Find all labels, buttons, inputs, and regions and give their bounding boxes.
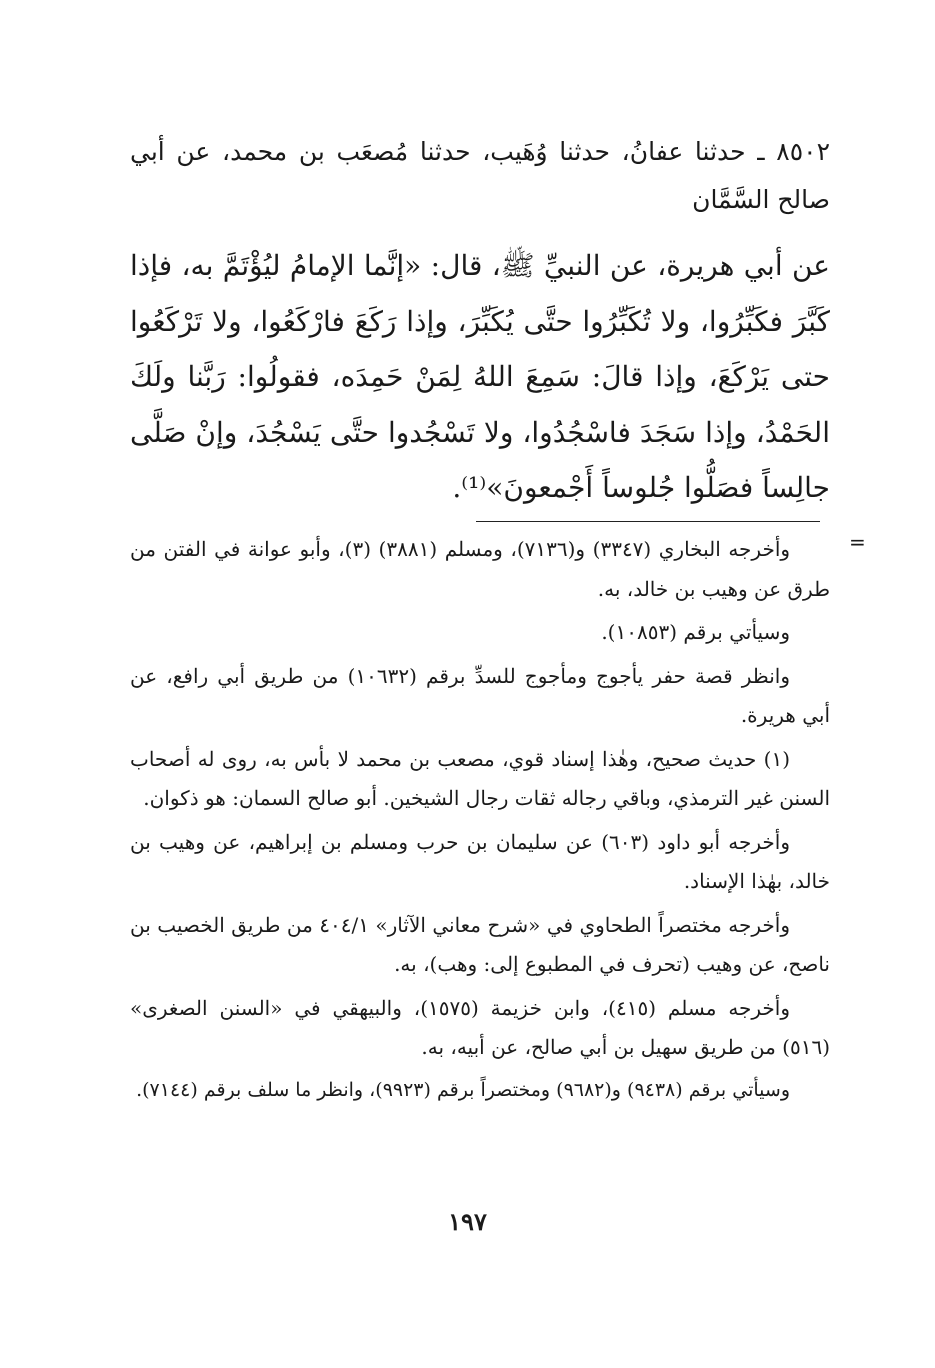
page-number: ١٩٧ [448, 1207, 487, 1236]
footnote-1: (١) حديث صحيح، وهٰذا إسناد قوي، مصعب بن محمد لا بأس به، روى له أصحاب السنن غير الترمذي، وباقي رجاله ثقات رجال الشيخين. أبو صالح السمان: هو ذكوان. [130, 746, 830, 810]
hadith-chain: ٨٥٠٢ ـ حدثنا عفانُ، حدثنا وُهَيب، حدثنا مُصعَب بن محمد، عن أبي صالح السَّمَّان [130, 137, 830, 214]
footnote-paragraph: وأخرجه مسلم (٤١٥)، وابن خزيمة (١٥٧٥)، والبيهقي في «السنن الصغرى» (٥١٦) من طريق سهيل بن أبي صالح، عن أبيه، به. [130, 995, 830, 1059]
footnote-paragraph: وأخرجه مختصراً الطحاوي في «شرح معاني الآثار» ٤٠٤/١ من طريق الخصيب بن ناصح، عن وهيب (تحرف في المطبوع إلى: وهب)، به. [130, 912, 830, 976]
footnote-paragraph: وانظر قصة حفر يأجوج ومأجوج للسدِّ برقم (١٠٦٣٢) من طريق أبي رافع، عن أبي هريرة. [130, 663, 830, 727]
footnote-paragraph: وأخرجه البخاري (٣٣٤٧) و(٧١٣٦)، ومسلم (٣٨٨١) (٣)، وأبو عوانة في الفتن من طرق عن وهيب بن خالد، به. [130, 537, 830, 601]
footnote-separator [476, 521, 820, 522]
footnote-paragraph: وسيأتي برقم (١٠٨٥٣). [601, 620, 790, 644]
footnote-paragraph: وأخرجه أبو داود (٦٠٣) عن سليمان بن حرب ومسلم بن إبراهيم، عن وهيب بن خالد، بهٰذا الإسناد. [130, 829, 830, 893]
hadith-text: عن أبي هريرة، عن النبيِّ ﷺ، قال: «إنَّما الإمامُ ليُؤْتَمَّ به، فإذا كَبَّرَ فكَبِّرُوا، ولا تُكَبِّرُوا حتَّى يُكَبِّرَ، وإذا رَكَعَ فارْكَعُوا، ولا تَرْكَعُوا حتى يَرْكَعَ، وإذا قالَ: سَمِعَ اللهُ لِمَنْ حَمِدَه، فقولُوا: رَبَّنا ولَكَ الحَمْدُ، وإذا سَجَدَ فاسْجُدُوا، ولا تَسْجُدوا حتَّى يَسْجُدَ، وإنْ صَلَّى جالِساً فصَلُّوا جُلوساً أَجْمعونَ»⁽¹⁾. [130, 249, 830, 504]
footnote-paragraph: وسيأتي برقم (٩٤٣٨) و(٩٦٨٢) ومختصراً برقم (٩٩٢٣)، وانظر ما سلف برقم (٧١٤٤). [136, 1078, 790, 1101]
footnote-continuation-mark: = [849, 530, 866, 554]
footnotes [130, 530, 830, 1112]
